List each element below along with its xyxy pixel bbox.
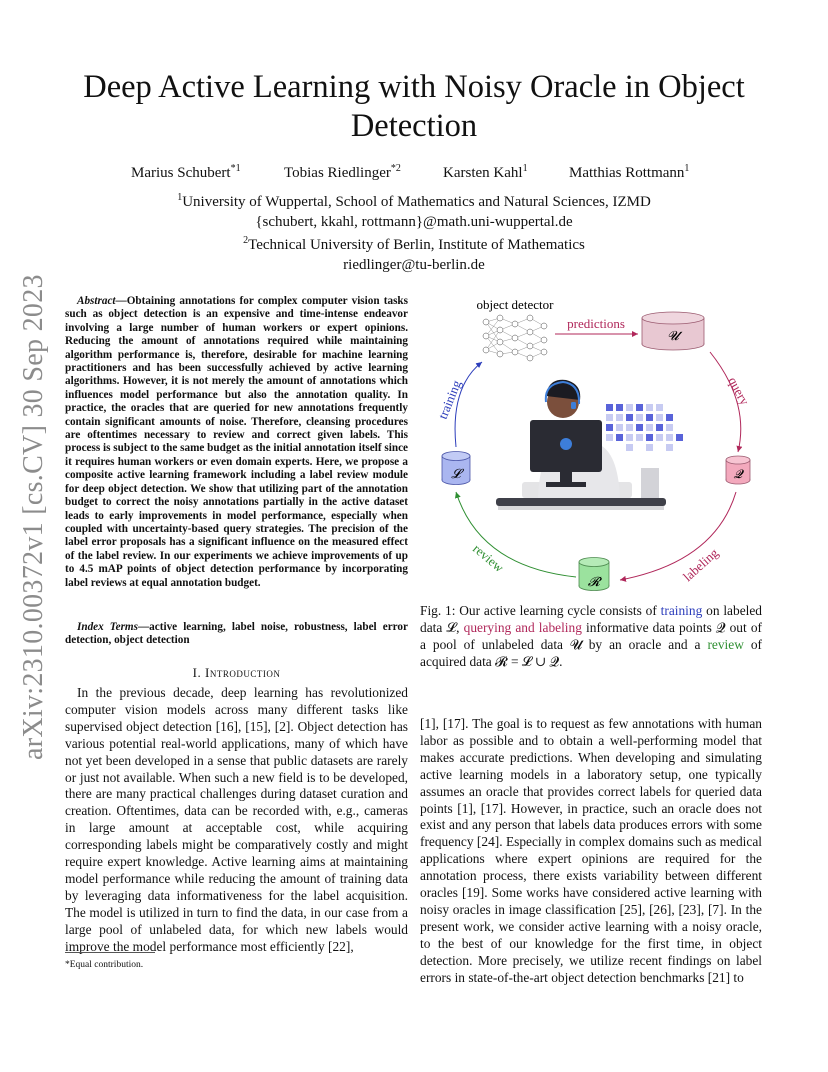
affiliation-1-email: {schubert, kkahl, rottmann}@math.uni-wuppertal.de xyxy=(255,214,573,230)
affiliation-1: $^1$University of Wuppertal, School of Mathematics and Natural Sciences, IZMD {schubert, kkahl, rottmann}@math.uni-wuppertal.de xyxy=(0,188,828,232)
neural-network-icon xyxy=(483,315,547,361)
author-3: Karsten Kahl$^1$ xyxy=(443,163,528,181)
annotator-at-computer-illustration xyxy=(496,380,683,510)
author-4: Matthias Rottmann$^1$ xyxy=(569,163,690,181)
predictions-label: predictions xyxy=(567,316,625,331)
index-terms-label: Index Terms xyxy=(77,621,138,633)
abstract-label: Abstract xyxy=(77,295,116,307)
arxiv-identifier-stamp: arXiv:2310.00372v1 [cs.CV] 30 Sep 2023 xyxy=(18,274,49,760)
footnote: *Equal contribution. xyxy=(65,960,144,970)
caption-training: training xyxy=(660,603,703,618)
author-1: Marius Schubert$^{*1}$ xyxy=(131,163,241,181)
training-label: training xyxy=(434,378,464,422)
caption-querying-labeling: querying and labeling xyxy=(463,619,582,635)
section-heading: I. Introduction xyxy=(192,665,281,680)
affiliation-2-email: riedlinger@tu-berlin.de xyxy=(343,257,485,273)
object-detector-label: object detector xyxy=(476,297,554,312)
training-arrow xyxy=(455,362,482,447)
intro-paragraph: In the previous decade, deep learning has revolutionized computer vision models across many different tasks like supervised object detection [16], [15], [2]. Object detection has various potential real-world applications, many of which have not yet been developed in a sense that public datasets are rarely or just not available. When such a new field is to be developed, there are many practical challenges during dataset curation and creation. Oftentimes, data can be recorded with, e.g., cameras in large amount at acceptable cost, while acquiring corresponding labels might be comparatively costly and might require expert knowledge. Active learning aims at maintaining model performance while reducing the amount of training data by leveraging data informativeness for the label acquisition. The model is utilized in turn to find the data, in our case from a large pool of unlabeled data, for which new labels would improve the model performance most efficiently [22], xyxy=(65,685,408,954)
review-label: review xyxy=(470,540,507,576)
reviewed-data-symbol: 𝓡 xyxy=(587,574,601,589)
unlabeled-pool-symbol: 𝓤 xyxy=(667,328,679,343)
caption-review: review xyxy=(707,636,744,652)
paper-title: Deep Active Learning with Noisy Oracle in Object Detection xyxy=(83,69,745,144)
queried-data-symbol: 𝓠 xyxy=(733,467,743,481)
figure-caption: Fig. 1: Our active learning cycle consists of training on labeled data 𝓛, querying and labeling informative data points 𝓠 out of a pool of unlabeled data 𝓤 by an oracle and a review of acquired data 𝓡 = 𝓛 ∪ 𝓠. xyxy=(420,603,762,669)
right-column-paragraph: [1], [17]. The goal is to request as few annotations with human labor as possible and to obtain a well-performing model that makes accurate predictions. When developing and simulating active learning models in a laboratory setup, one typically assumes an oracle that provides correct labels for queried data points [1], [17]. However, in practice, such an oracle does not exist and any person that labels data produces errors with some frequency [24]. Especially in complex domains such as medical applications where expert opinions are required for the annotation process, there exists variability between different oracles [19]. Some works have considered active learning with noisy oracles in image classification [25], [26], [23], [7]. In the present work, we consider active learning with a noisy oracle, to the best of our knowledge for the first time, in object detection. More precisely, we utilize recent findings on label errors in state-of-the-art object detection benchmarks [21] to xyxy=(420,716,762,985)
abstract xyxy=(65,295,408,590)
author-2: Tobias Riedlinger$^{*2}$ xyxy=(284,163,401,181)
abstract-text: —Obtaining annotations for complex computer vision tasks such as object detection is an expensive and time-intense endeavor involving a large number of human workers or expert opinions. Reducing the amount of annotations required while maintaining algorithm performance is, therefore, desirable for machine learning practitioners and has been successfully achieved by active learning algorithms. However, it is not merely the amount of annotations which influences model performance but also the annotation quality. In practice, the oracles that are queried for new annotations frequently contain significant amounts of noise. Therefore, cleansing procedures are oftentimes necessary to review and correct given labels. This process is subject to the same budget as the initial annotation itself since it requires human workers or even domain experts. Here, we propose a composite active learning framework including a label review module for deep object detection. We show that utilizing part of the annotation budget to correct the noisy annotations partially in the active dataset leads to early improvements in model performance, especially when coupled with uncertainty-based query strategies. The precision of the label error proposals has a significant influence on the measured effect of the label review. In our experiments we achieve improvements of up to 4.5 mAP points of object detection performance by incorporating label reviews at equal annotation budget. xyxy=(65,295,408,589)
query-arrow xyxy=(710,352,741,452)
affiliation-2: $^2$Technical University of Berlin, Institute of Mathematics riedlinger@tu-berlin.de xyxy=(0,231,828,275)
active-learning-cycle-figure xyxy=(420,292,765,597)
labeled-data-symbol: 𝓛 xyxy=(451,466,461,481)
labeling-label: labeling xyxy=(679,545,722,585)
query-label: query xyxy=(725,374,753,408)
footnote-rule xyxy=(65,952,155,953)
index-terms xyxy=(65,621,408,648)
index-terms-text: —active learning, label noise, robustness, label error detection, object detection xyxy=(65,621,408,647)
